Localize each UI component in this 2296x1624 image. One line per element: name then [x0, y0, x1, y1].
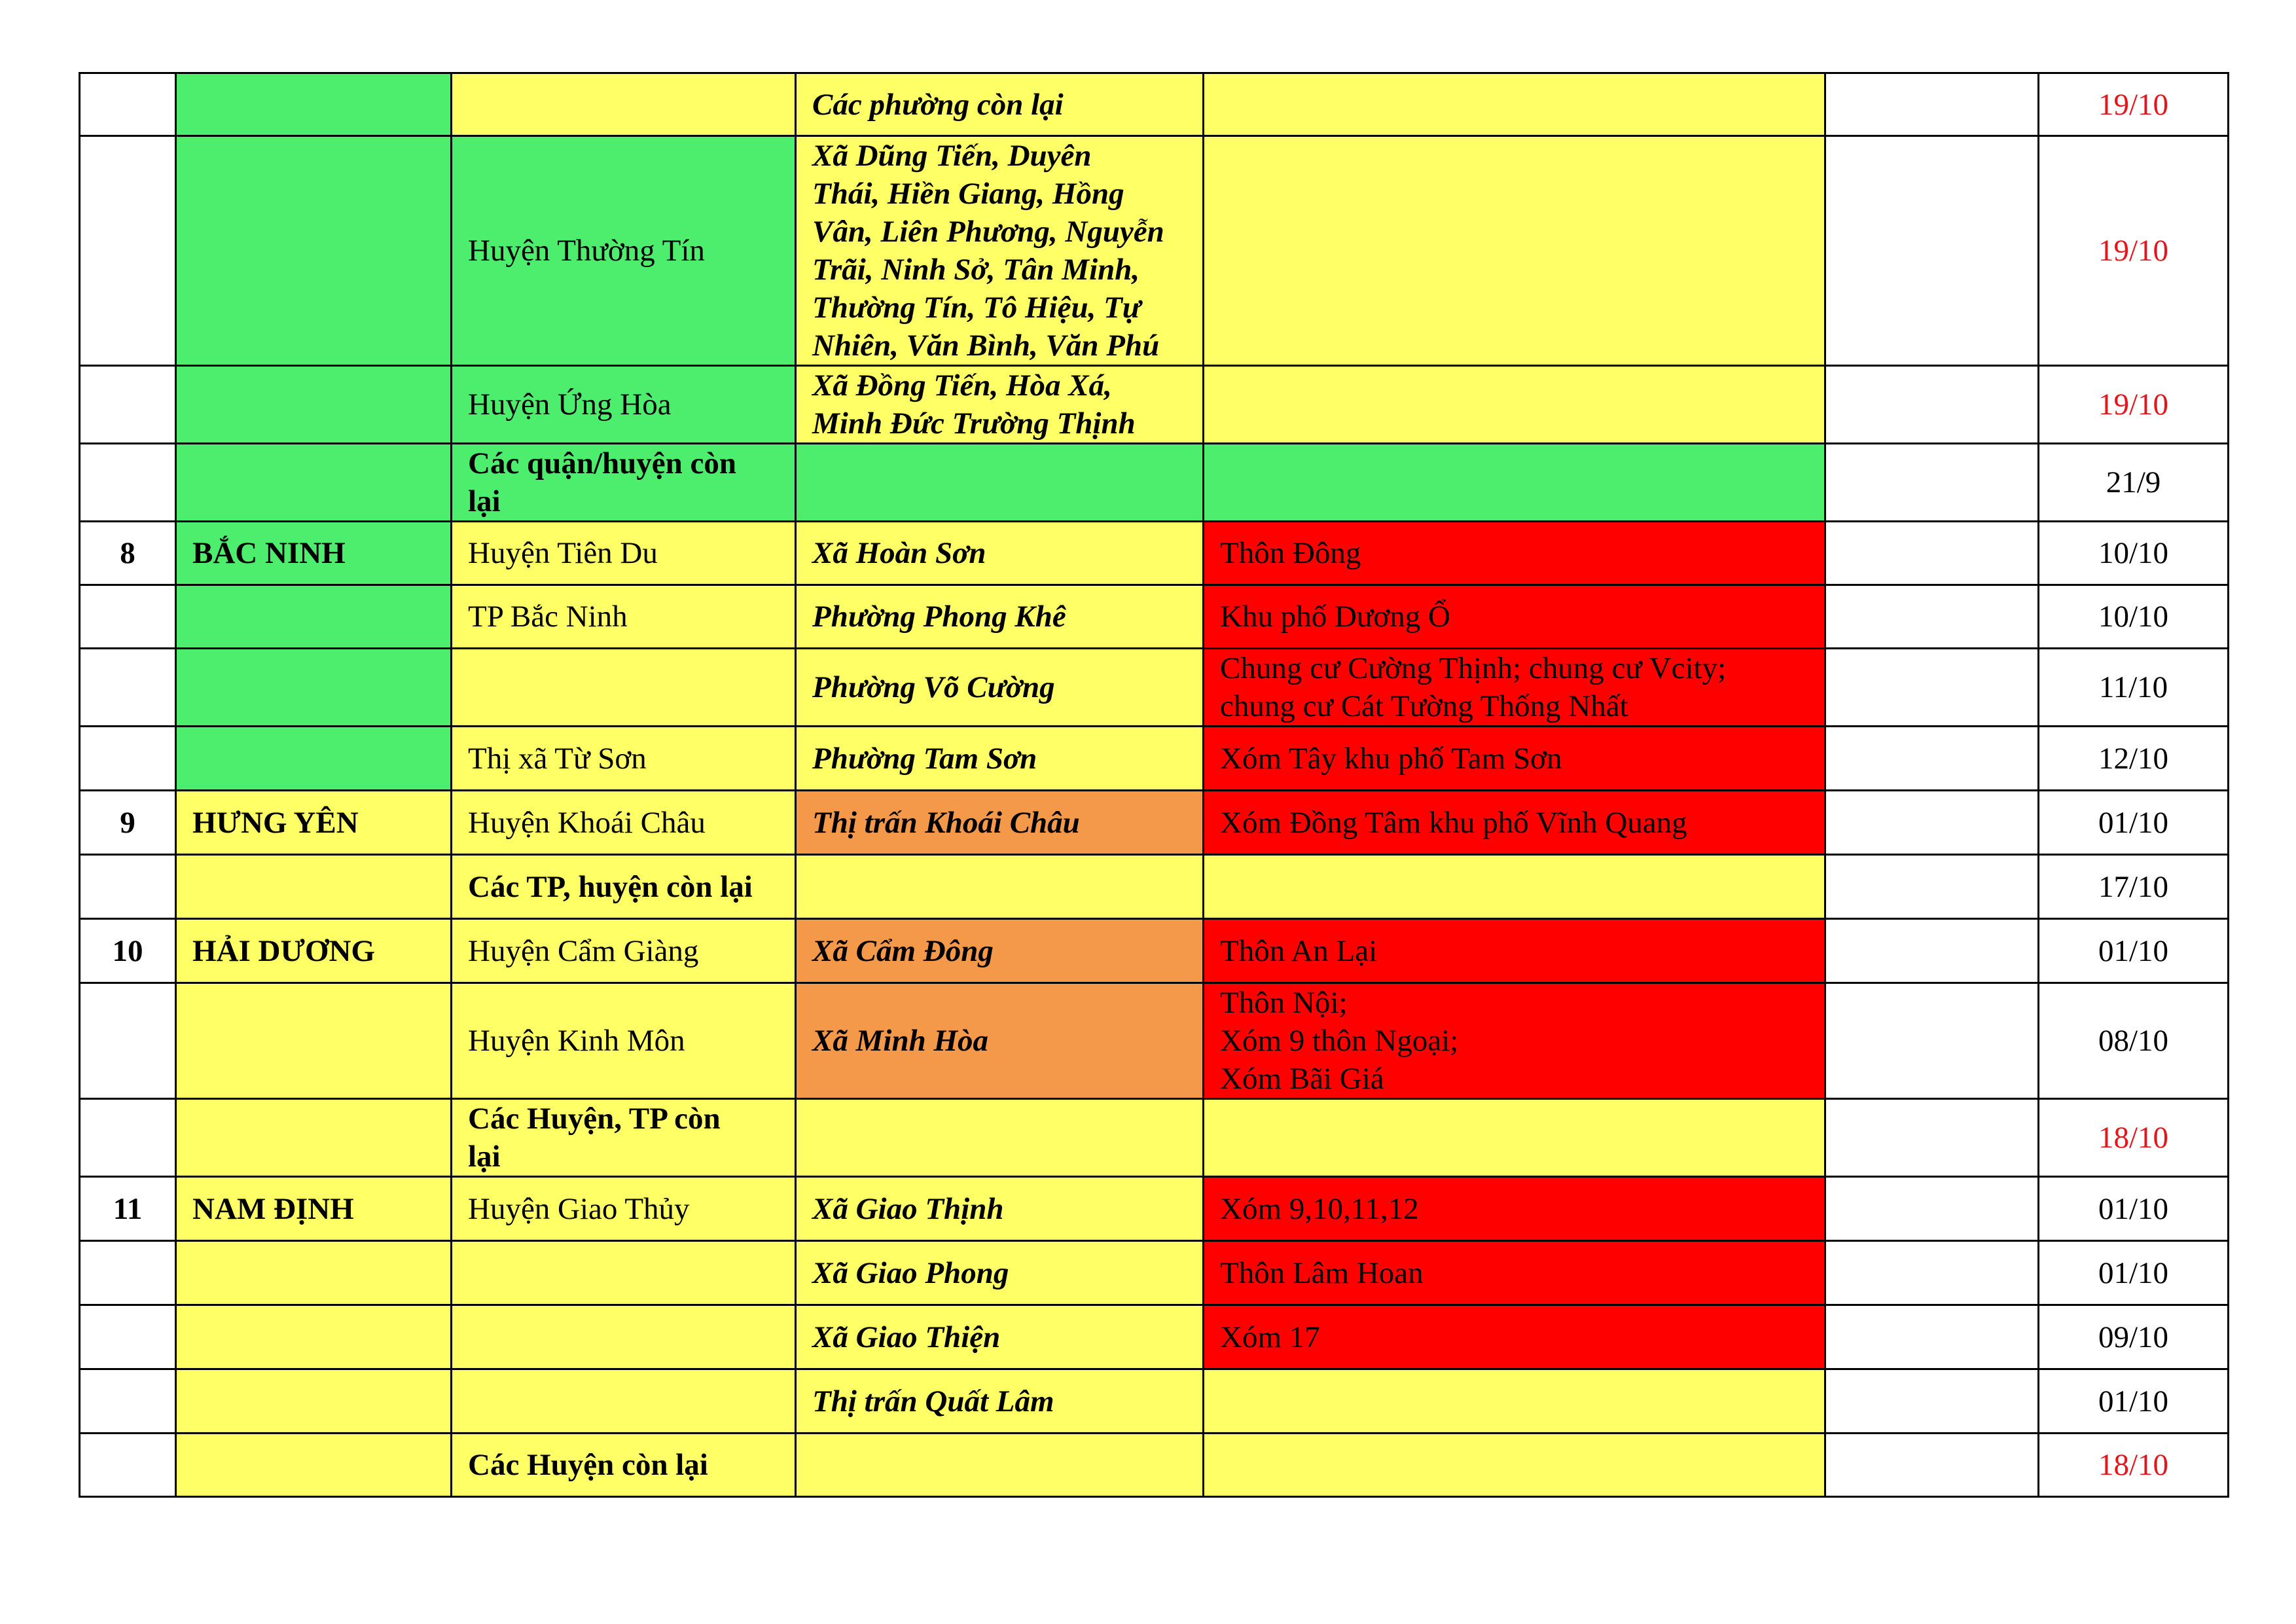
stt-cell [80, 1099, 176, 1177]
date-cell: 12/10 [2039, 727, 2229, 791]
blank-cell [1825, 1434, 2039, 1497]
province-cell [176, 136, 452, 366]
district-cell: Các Huyện, TP còn lại [452, 1099, 796, 1177]
stt-cell [80, 366, 176, 444]
area-cell: Xóm Đồng Tâm khu phố Vĩnh Quang [1204, 791, 1825, 855]
table-row [80, 1241, 2229, 1305]
district-cell: Huyện Thường Tín [452, 136, 796, 366]
area-cell: Thôn Nội; Xóm 9 thôn Ngoại; Xóm Bãi Giá [1204, 983, 1825, 1099]
commune-cell: Xã Cẩm Đông [796, 919, 1204, 983]
province-cell: BẮC NINH [176, 522, 452, 585]
table-row [80, 366, 2229, 444]
date-cell: 18/10 [2039, 1434, 2229, 1497]
area-cell [1204, 1434, 1825, 1497]
table-row [80, 1434, 2229, 1497]
table-row [80, 73, 2229, 136]
district-cell [452, 1241, 796, 1305]
area-cell: Xóm 17 [1204, 1305, 1825, 1369]
commune-cell: Xã Dũng Tiến, Duyên Thái, Hiền Giang, Hồng Vân, Liên Phương, Nguyễn Trãi, Ninh Sở, Tân Minh, Thường Tín, Tô Hiệu, Tự Nhiên, Văn Bình, Văn Phú [796, 136, 1204, 366]
stt-cell [80, 1305, 176, 1369]
stt-cell: 10 [80, 919, 176, 983]
date-cell: 10/10 [2039, 585, 2229, 649]
table-row [80, 855, 2229, 919]
table-row [80, 983, 2229, 1099]
province-cell [176, 983, 452, 1099]
table-row [80, 649, 2229, 727]
table-row [80, 585, 2229, 649]
stt-cell: 9 [80, 791, 176, 855]
province-cell: HẢI DƯƠNG [176, 919, 452, 983]
district-cell: Huyện Tiên Du [452, 522, 796, 585]
area-cell: Thôn Lâm Hoan [1204, 1241, 1825, 1305]
commune-cell: Phường Tam Sơn [796, 727, 1204, 791]
blank-cell [1825, 855, 2039, 919]
district-cell [452, 1369, 796, 1434]
province-cell [176, 366, 452, 444]
province-cell [176, 1434, 452, 1497]
blank-cell [1825, 983, 2039, 1099]
stt-cell [80, 73, 176, 136]
blank-cell [1825, 522, 2039, 585]
table-row [80, 1305, 2229, 1369]
province-cell [176, 1099, 452, 1177]
blank-cell [1825, 73, 2039, 136]
date-cell: 01/10 [2039, 919, 2229, 983]
blank-cell [1825, 791, 2039, 855]
province-cell [176, 1369, 452, 1434]
area-cell [1204, 136, 1825, 366]
date-cell: 19/10 [2039, 136, 2229, 366]
district-cell: Thị xã Từ Sơn [452, 727, 796, 791]
table-row [80, 919, 2229, 983]
date-cell: 19/10 [2039, 366, 2229, 444]
blank-cell [1825, 1369, 2039, 1434]
date-cell: 10/10 [2039, 522, 2229, 585]
commune-cell [796, 855, 1204, 919]
district-cell: Các TP, huyện còn lại [452, 855, 796, 919]
stt-cell [80, 727, 176, 791]
date-cell: 11/10 [2039, 649, 2229, 727]
area-cell [1204, 1369, 1825, 1434]
area-cell [1204, 855, 1825, 919]
district-cell [452, 1305, 796, 1369]
blank-cell [1825, 1099, 2039, 1177]
commune-cell: Xã Đồng Tiến, Hòa Xá, Minh Đức Trường Thịnh [796, 366, 1204, 444]
province-cell [176, 585, 452, 649]
commune-cell: Xã Giao Thịnh [796, 1177, 1204, 1241]
blank-cell [1825, 727, 2039, 791]
area-cell: Xóm 9,10,11,12 [1204, 1177, 1825, 1241]
area-cell: Chung cư Cường Thịnh; chung cư Vcity; chung cư Cát Tường Thống Nhất [1204, 649, 1825, 727]
commune-cell [796, 1434, 1204, 1497]
province-cell [176, 1241, 452, 1305]
area-cell: Thôn Đông [1204, 522, 1825, 585]
province-cell [176, 649, 452, 727]
blank-cell [1825, 1241, 2039, 1305]
area-cell [1204, 444, 1825, 522]
table-row [80, 1099, 2229, 1177]
commune-cell: Phường Phong Khê [796, 585, 1204, 649]
table-row [80, 727, 2229, 791]
table-row [80, 522, 2229, 585]
date-cell: 19/10 [2039, 73, 2229, 136]
district-cell: Huyện Ứng Hòa [452, 366, 796, 444]
commune-cell [796, 444, 1204, 522]
district-cell [452, 649, 796, 727]
commune-cell: Thị trấn Khoái Châu [796, 791, 1204, 855]
table-row [80, 1369, 2229, 1434]
commune-cell [796, 1099, 1204, 1177]
province-cell: NAM ĐỊNH [176, 1177, 452, 1241]
stt-cell [80, 1369, 176, 1434]
table-row [80, 444, 2229, 522]
date-cell: 17/10 [2039, 855, 2229, 919]
stt-cell [80, 855, 176, 919]
blank-cell [1825, 1305, 2039, 1369]
stt-cell [80, 444, 176, 522]
area-cell [1204, 366, 1825, 444]
province-cell: HƯNG YÊN [176, 791, 452, 855]
district-cell: Huyện Cẩm Giàng [452, 919, 796, 983]
table-row [80, 1177, 2229, 1241]
date-cell: 21/9 [2039, 444, 2229, 522]
date-cell: 09/10 [2039, 1305, 2229, 1369]
province-cell [176, 855, 452, 919]
blank-cell [1825, 366, 2039, 444]
stt-cell [80, 649, 176, 727]
area-cell: Xóm Tây khu phố Tam Sơn [1204, 727, 1825, 791]
area-cell: Thôn An Lại [1204, 919, 1825, 983]
blank-cell [1825, 136, 2039, 366]
stt-cell: 8 [80, 522, 176, 585]
commune-cell: Thị trấn Quất Lâm [796, 1369, 1204, 1434]
stt-cell: 11 [80, 1177, 176, 1241]
stt-cell [80, 1241, 176, 1305]
province-cell [176, 73, 452, 136]
blank-cell [1825, 444, 2039, 522]
date-cell: 18/10 [2039, 1099, 2229, 1177]
blank-cell [1825, 585, 2039, 649]
commune-cell: Xã Giao Thiện [796, 1305, 1204, 1369]
date-cell: 01/10 [2039, 1241, 2229, 1305]
blank-cell [1825, 1177, 2039, 1241]
blank-cell [1825, 919, 2039, 983]
province-cell [176, 1305, 452, 1369]
date-cell: 01/10 [2039, 1369, 2229, 1434]
date-cell: 01/10 [2039, 791, 2229, 855]
district-cell: TP Bắc Ninh [452, 585, 796, 649]
table-body [80, 73, 2229, 1497]
zone-classification-table [79, 72, 2229, 1498]
commune-cell: Xã Hoàn Sơn [796, 522, 1204, 585]
blank-cell [1825, 649, 2039, 727]
district-cell [452, 73, 796, 136]
table-row [80, 136, 2229, 366]
date-cell: 01/10 [2039, 1177, 2229, 1241]
area-cell: Khu phố Dương Ổ [1204, 585, 1825, 649]
table-row [80, 791, 2229, 855]
district-cell: Huyện Khoái Châu [452, 791, 796, 855]
district-cell: Các Huyện còn lại [452, 1434, 796, 1497]
commune-cell: Các phường còn lại [796, 73, 1204, 136]
area-cell [1204, 1099, 1825, 1177]
commune-cell: Phường Võ Cường [796, 649, 1204, 727]
commune-cell: Xã Minh Hòa [796, 983, 1204, 1099]
stt-cell [80, 983, 176, 1099]
district-cell: Các quận/huyện còn lại [452, 444, 796, 522]
stt-cell [80, 136, 176, 366]
province-cell [176, 444, 452, 522]
district-cell: Huyện Kinh Môn [452, 983, 796, 1099]
area-cell [1204, 73, 1825, 136]
district-cell: Huyện Giao Thủy [452, 1177, 796, 1241]
stt-cell [80, 1434, 176, 1497]
commune-cell: Xã Giao Phong [796, 1241, 1204, 1305]
date-cell: 08/10 [2039, 983, 2229, 1099]
stt-cell [80, 585, 176, 649]
province-cell [176, 727, 452, 791]
